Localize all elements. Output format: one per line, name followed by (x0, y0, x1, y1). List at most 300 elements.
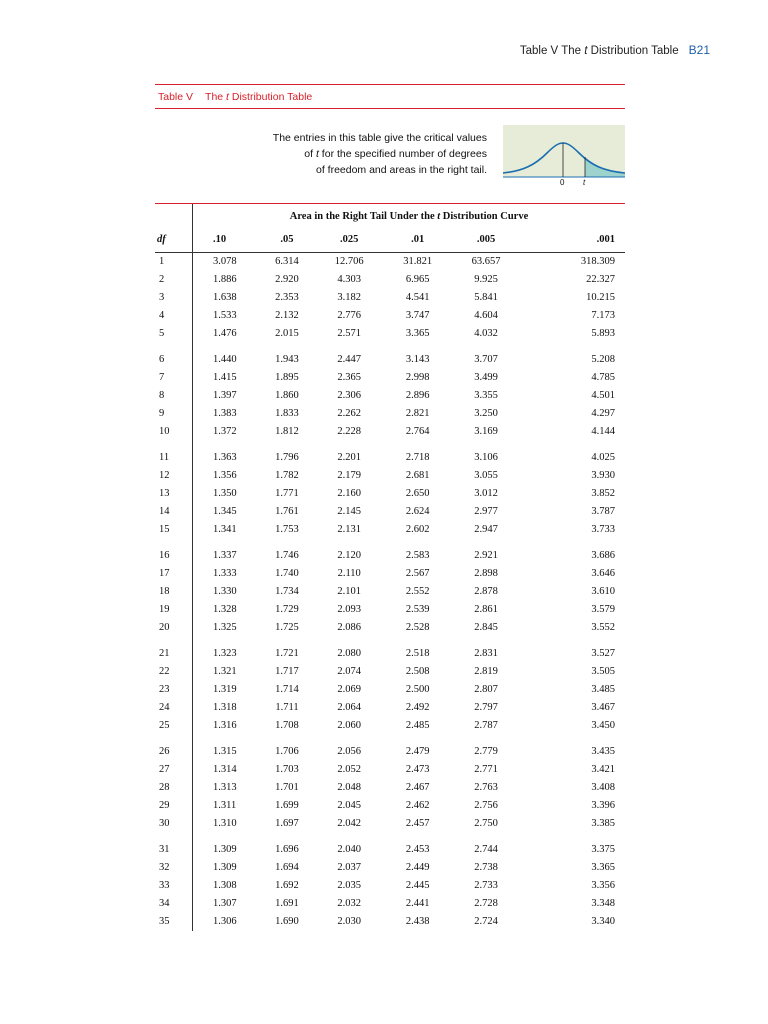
intro-text: The entries in this table give the critical values of t for the specified number of degrees of freedom and areas in the right tail. (272, 132, 487, 176)
value-cell: 2.878 (474, 586, 498, 597)
df-cell: 35 (159, 916, 170, 927)
curve-labels (503, 178, 625, 190)
value-cell: 2.365 (337, 372, 361, 383)
value-cell: 2.724 (474, 916, 498, 927)
table-row (155, 547, 625, 565)
value-cell: 2.807 (474, 684, 498, 695)
value-cell: 2.718 (405, 452, 430, 463)
table-row (155, 351, 625, 369)
value-cell: 3.610 (591, 586, 615, 597)
value-cell: 3.646 (591, 568, 615, 579)
value-cell: 4.144 (591, 426, 615, 437)
value-cell: 1.703 (275, 764, 299, 775)
value-cell: 12.706 (334, 256, 364, 267)
value-cell: 3.930 (591, 470, 615, 481)
value-cell: 1.796 (275, 452, 299, 463)
value-cell: 1.694 (275, 862, 299, 873)
table-row (155, 307, 625, 325)
value-cell: 3.686 (591, 550, 615, 561)
value-cell: 2.032 (337, 898, 361, 909)
value-cell: 2.438 (405, 916, 430, 927)
value-cell: 1.721 (275, 648, 299, 659)
value-cell: 2.764 (405, 426, 430, 437)
value-cell: 1.316 (193, 717, 260, 735)
table-body (155, 253, 625, 932)
value-cell: 2.787 (474, 720, 498, 731)
value-cell: 2.779 (474, 746, 498, 757)
table-row (155, 779, 625, 797)
value-cell: 2.518 (405, 648, 430, 659)
df-cell: 3 (159, 292, 165, 303)
value-cell: 1.696 (275, 844, 299, 855)
value-cell: 1.341 (193, 521, 260, 539)
value-cell: 2.101 (337, 586, 361, 597)
value-cell: 4.025 (591, 452, 615, 463)
value-cell: 2.750 (474, 818, 498, 829)
value-cell: 3.375 (591, 844, 615, 855)
df-cell: 11 (159, 452, 170, 463)
df-cell: 28 (159, 782, 170, 793)
value-cell: 5.893 (591, 328, 615, 339)
value-cell: 3.055 (474, 470, 498, 481)
value-cell: 2.445 (405, 880, 430, 891)
value-cell: 2.086 (337, 622, 361, 633)
value-cell: 2.528 (405, 622, 430, 633)
value-cell: 2.441 (405, 898, 430, 909)
value-cell: 2.132 (275, 310, 299, 321)
value-cell: 3.365 (591, 862, 615, 873)
value-cell: 1.690 (275, 916, 299, 927)
value-cell: 2.733 (474, 880, 498, 891)
value-cell: 4.541 (405, 292, 430, 303)
table-row (155, 485, 625, 503)
value-cell: 3.385 (591, 818, 615, 829)
value-cell: 3.340 (591, 916, 615, 927)
value-cell: 4.785 (591, 372, 615, 383)
value-cell: 2.728 (474, 898, 498, 909)
value-cell: 3.505 (591, 666, 615, 677)
value-cell: 2.861 (474, 604, 498, 615)
df-cell: 2 (159, 274, 165, 285)
value-cell: 2.624 (405, 506, 430, 517)
df-cell: 27 (159, 764, 170, 775)
value-cell: 1.691 (275, 898, 299, 909)
df-cell: 5 (159, 328, 165, 339)
value-cell: 2.064 (337, 702, 361, 713)
value-cell: 2.485 (405, 720, 430, 731)
table-row (155, 503, 625, 521)
value-cell: 4.032 (474, 328, 498, 339)
value-cell: 4.303 (337, 274, 361, 285)
col-header: .10 (193, 228, 260, 253)
df-cell: 30 (159, 818, 170, 829)
value-cell: 3.169 (474, 426, 498, 437)
value-cell: 2.110 (337, 568, 361, 579)
df-cell: 12 (159, 470, 170, 481)
value-cell: 2.131 (337, 524, 361, 535)
table-row (155, 289, 625, 307)
value-cell: 5.841 (474, 292, 498, 303)
value-cell: 1.323 (193, 645, 260, 663)
value-cell: 2.921 (474, 550, 498, 561)
value-cell: 2.492 (405, 702, 430, 713)
value-cell: 2.552 (405, 586, 430, 597)
value-cell: 1.321 (193, 663, 260, 681)
df-cell: 19 (159, 604, 170, 615)
group-spacer (155, 343, 625, 351)
value-cell: 2.074 (337, 666, 361, 677)
value-cell: 3.355 (474, 390, 498, 401)
df-cell: 10 (159, 426, 170, 437)
value-cell: 2.771 (474, 764, 498, 775)
value-cell: 1.315 (193, 743, 260, 761)
value-cell: 3.552 (591, 622, 615, 633)
value-cell: 1.833 (275, 408, 299, 419)
value-cell: 1.337 (193, 547, 260, 565)
table-row (155, 815, 625, 833)
value-cell: 2.467 (405, 782, 430, 793)
value-cell: 2.473 (405, 764, 430, 775)
table-row (155, 663, 625, 681)
table-row (155, 645, 625, 663)
col-header: .001 (520, 228, 625, 253)
df-cell: 4 (159, 310, 165, 321)
value-cell: 1.325 (193, 619, 260, 637)
value-cell: 2.457 (405, 818, 430, 829)
value-cell: 2.462 (405, 800, 430, 811)
value-cell: 1.782 (275, 470, 299, 481)
df-cell: 18 (159, 586, 170, 597)
value-cell: 2.744 (474, 844, 498, 855)
table-row (155, 271, 625, 289)
value-cell: 3.485 (591, 684, 615, 695)
value-cell: 2.056 (337, 746, 361, 757)
value-cell: 1.708 (275, 720, 299, 731)
df-cell: 8 (159, 390, 165, 401)
value-cell: 3.012 (474, 488, 498, 499)
value-cell: 2.353 (275, 292, 299, 303)
value-cell: 4.297 (591, 408, 615, 419)
value-cell: 1.383 (193, 405, 260, 423)
table-row (155, 743, 625, 761)
value-cell: 2.035 (337, 880, 361, 891)
value-cell: 1.345 (193, 503, 260, 521)
top-red-rule (155, 84, 625, 85)
value-cell: 1.701 (275, 782, 299, 793)
value-cell: 6.965 (405, 274, 430, 285)
table-row (155, 449, 625, 467)
value-cell: 4.604 (474, 310, 498, 321)
value-cell: 3.143 (405, 354, 430, 365)
df-cell: 20 (159, 622, 170, 633)
df-cell: 6 (159, 354, 165, 365)
value-cell: 2.763 (474, 782, 498, 793)
group-spacer (155, 735, 625, 743)
table-row (155, 761, 625, 779)
value-cell: 10.215 (586, 292, 615, 303)
value-cell: 2.060 (337, 720, 361, 731)
value-cell: 2.447 (337, 354, 361, 365)
running-head-title: Table V The t Distribution Table (519, 45, 679, 57)
value-cell: 2.571 (337, 328, 361, 339)
value-cell: 2.845 (474, 622, 498, 633)
col-header: .025 (315, 228, 383, 253)
value-cell: 1.697 (275, 818, 299, 829)
value-cell: 1.753 (275, 524, 299, 535)
df-cell: 33 (159, 880, 170, 891)
value-cell: 2.093 (337, 604, 361, 615)
value-cell: 2.500 (405, 684, 430, 695)
value-cell: 2.037 (337, 862, 361, 873)
value-cell: 2.776 (337, 310, 361, 321)
df-cell: 22 (159, 666, 170, 677)
table-row (155, 717, 625, 735)
value-cell: 2.306 (337, 390, 361, 401)
value-cell: 1.318 (193, 699, 260, 717)
value-cell: 1.330 (193, 583, 260, 601)
group-spacer (155, 441, 625, 449)
table-row (155, 583, 625, 601)
value-cell: 2.819 (474, 666, 498, 677)
df-cell: 16 (159, 550, 170, 561)
value-cell: 1.692 (275, 880, 299, 891)
value-cell: 3.707 (474, 354, 498, 365)
df-cell: 21 (159, 648, 170, 659)
value-cell: 1.363 (193, 449, 260, 467)
value-cell: 1.699 (275, 800, 299, 811)
value-cell: 63.657 (471, 256, 501, 267)
table-row (155, 369, 625, 387)
value-cell: 2.228 (337, 426, 361, 437)
value-cell: 2.920 (275, 274, 299, 285)
value-cell: 1.476 (193, 325, 260, 343)
table-caption: Area in the Right Tail Under the t Distribution Curve (193, 204, 626, 228)
table-row (155, 841, 625, 859)
table-row (155, 877, 625, 895)
value-cell: 1.308 (193, 877, 260, 895)
table-row (155, 405, 625, 423)
group-spacer (155, 833, 625, 841)
table-row (155, 521, 625, 539)
t-table (155, 203, 625, 931)
value-cell: 2.650 (405, 488, 430, 499)
value-cell: 2.179 (337, 470, 361, 481)
value-cell: 1.356 (193, 467, 260, 485)
value-cell: 2.821 (405, 408, 430, 419)
value-cell: 3.348 (591, 898, 615, 909)
value-cell: 2.947 (474, 524, 498, 535)
table-row (155, 913, 625, 931)
col-header: .05 (259, 228, 315, 253)
df-cell: 29 (159, 800, 170, 811)
value-cell: 1.740 (275, 568, 299, 579)
value-cell: 2.539 (405, 604, 430, 615)
col-header: .01 (383, 228, 451, 253)
value-cell: 4.501 (591, 390, 615, 401)
t-label: t (583, 178, 586, 187)
value-cell: 6.314 (275, 256, 299, 267)
value-cell: 2.756 (474, 800, 498, 811)
value-cell: 1.717 (275, 666, 299, 677)
value-cell: 3.579 (591, 604, 615, 615)
df-cell: 31 (159, 844, 170, 855)
df-cell: 9 (159, 408, 165, 419)
value-cell: 1.397 (193, 387, 260, 405)
value-cell: 3.787 (591, 506, 615, 517)
df-cell: 23 (159, 684, 170, 695)
value-cell: 2.048 (337, 782, 361, 793)
value-cell: 1.310 (193, 815, 260, 833)
df-cell: 34 (159, 898, 170, 909)
value-cell: 1.440 (193, 351, 260, 369)
value-cell: 2.201 (337, 452, 361, 463)
table-row (155, 895, 625, 913)
value-cell: 3.356 (591, 880, 615, 891)
table-label: Table V The t Distribution Table (158, 91, 313, 103)
value-cell: 1.812 (275, 426, 299, 437)
value-cell: 3.733 (591, 524, 615, 535)
group-spacer (155, 539, 625, 547)
col-header: .005 (452, 228, 520, 253)
value-cell: 22.327 (586, 274, 615, 285)
value-cell: 2.738 (474, 862, 498, 873)
value-cell: 1.886 (193, 271, 260, 289)
value-cell: 2.262 (337, 408, 361, 419)
value-cell: 2.831 (474, 648, 498, 659)
value-cell: 2.120 (337, 550, 361, 561)
df-cell: 32 (159, 862, 170, 873)
value-cell: 1.729 (275, 604, 299, 615)
value-cell: 2.015 (275, 328, 299, 339)
label-red-rule (155, 108, 625, 109)
table-row (155, 387, 625, 405)
table-row (155, 699, 625, 717)
value-cell: 1.746 (275, 550, 299, 561)
value-cell: 1.725 (275, 622, 299, 633)
table-row (155, 565, 625, 583)
value-cell: 2.052 (337, 764, 361, 775)
value-cell: 1.734 (275, 586, 299, 597)
value-cell: 2.160 (337, 488, 361, 499)
value-cell: 3.467 (591, 702, 615, 713)
value-cell: 2.602 (405, 524, 430, 535)
df-header: df (155, 228, 193, 253)
table-row (155, 423, 625, 441)
value-cell: 3.450 (591, 720, 615, 731)
value-cell: 2.030 (337, 916, 361, 927)
value-cell: 1.309 (193, 859, 260, 877)
page-number: B21 (688, 43, 710, 57)
value-cell: 1.313 (193, 779, 260, 797)
value-cell: 2.998 (405, 372, 430, 383)
zero-label: 0 (560, 178, 565, 187)
value-cell: 2.145 (337, 506, 361, 517)
df-cell: 26 (159, 746, 170, 757)
value-cell: 1.333 (193, 565, 260, 583)
value-cell: 1.533 (193, 307, 260, 325)
value-cell: 1.309 (193, 841, 260, 859)
value-cell: 1.711 (275, 702, 299, 713)
value-cell: 3.499 (474, 372, 498, 383)
value-cell: 1.314 (193, 761, 260, 779)
value-cell: 2.453 (405, 844, 430, 855)
value-cell: 3.435 (591, 746, 615, 757)
df-cell: 25 (159, 720, 170, 731)
table-row (155, 859, 625, 877)
value-cell: 3.396 (591, 800, 615, 811)
value-cell: 7.173 (591, 310, 615, 321)
value-cell: 1.319 (193, 681, 260, 699)
value-cell: 1.771 (275, 488, 299, 499)
value-cell: 2.040 (337, 844, 361, 855)
value-cell: 2.449 (405, 862, 430, 873)
df-cell: 7 (159, 372, 165, 383)
value-cell: 1.372 (193, 423, 260, 441)
value-cell: 31.821 (403, 256, 433, 267)
running-head (520, 43, 710, 57)
df-cell: 15 (159, 524, 170, 535)
value-cell: 1.895 (275, 372, 299, 383)
table-row (155, 601, 625, 619)
table-row (155, 681, 625, 699)
df-cell: 17 (159, 568, 170, 579)
value-cell: 2.977 (474, 506, 498, 517)
value-cell: 2.896 (405, 390, 430, 401)
value-cell: 3.421 (591, 764, 615, 775)
value-cell: 2.567 (405, 568, 430, 579)
df-cell: 24 (159, 702, 170, 713)
value-cell: 3.365 (405, 328, 430, 339)
value-cell: 2.583 (405, 550, 430, 561)
value-cell: 2.898 (474, 568, 498, 579)
value-cell: 3.747 (405, 310, 430, 321)
value-cell: 9.925 (474, 274, 498, 285)
group-spacer (155, 637, 625, 645)
value-cell: 1.350 (193, 485, 260, 503)
value-cell: 1.706 (275, 746, 299, 757)
value-cell: 2.797 (474, 702, 498, 713)
value-cell: 5.208 (591, 354, 615, 365)
value-cell: 1.307 (193, 895, 260, 913)
df-cell: 14 (159, 506, 170, 517)
value-cell: 3.852 (591, 488, 615, 499)
value-cell: 318.309 (580, 256, 615, 267)
value-cell: 3.527 (591, 648, 615, 659)
table-row (155, 797, 625, 815)
value-cell: 2.045 (337, 800, 361, 811)
value-cell: 3.078 (193, 253, 260, 272)
value-cell: 1.943 (275, 354, 299, 365)
value-cell: 1.860 (275, 390, 299, 401)
value-cell: 1.714 (275, 684, 299, 695)
table-row (155, 253, 625, 272)
value-cell: 2.069 (337, 684, 361, 695)
value-cell: 2.042 (337, 818, 361, 829)
value-cell: 2.508 (405, 666, 430, 677)
df-cell: 1 (159, 256, 165, 267)
value-cell: 1.761 (275, 506, 299, 517)
table-row (155, 619, 625, 637)
df-cell: 13 (159, 488, 170, 499)
value-cell: 2.479 (405, 746, 430, 757)
value-cell: 3.250 (474, 408, 498, 419)
value-cell: 3.106 (474, 452, 498, 463)
value-cell: 3.408 (591, 782, 615, 793)
value-cell: 1.415 (193, 369, 260, 387)
value-cell: 3.182 (337, 292, 361, 303)
table-row (155, 325, 625, 343)
value-cell: 1.638 (193, 289, 260, 307)
